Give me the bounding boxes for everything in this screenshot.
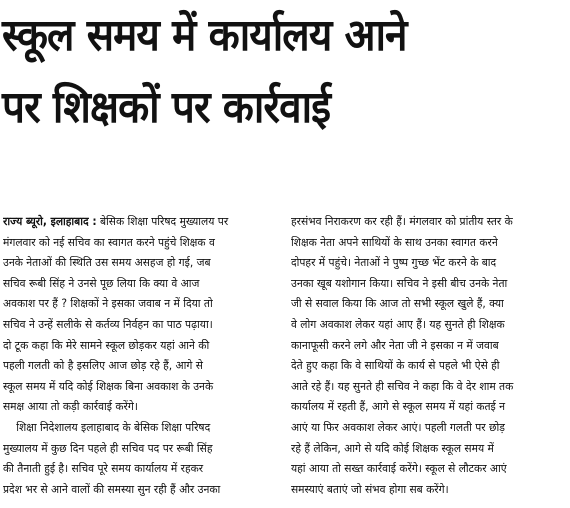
dateline: राज्य ब्यूरो, इलाहाबाद : — [3, 215, 97, 228]
article-line: सचिव रूबी सिंह ने उनसे पूछ लिया कि क्या वे आज — [3, 276, 200, 290]
article-line: दो टूक कहा कि मेरे सामने स्कूल छोड़कर यहां आने की — [3, 338, 210, 352]
headline-line-2: पर शिक्षकों पर कार्रवाई — [2, 82, 331, 133]
article-line: जी से सवाल किया कि आज तो सभी स्कूल खुले हैं, क्या — [291, 297, 504, 311]
article-first-line — [3, 212, 277, 233]
article-line: समस्याएं बताएं जो संभव होगा सब करेंगे। — [291, 482, 449, 496]
article-line: प्रदेश भर से आने वालों की समस्या सुन रही हैं और उनका — [3, 482, 221, 496]
article-line: स्कूल समय में यदि कोई शिक्षक बिना अवकाश के उनके — [3, 379, 214, 393]
article-line: पहली गलती को है इसलिए आज छोड़ रहे हैं, आगे से — [3, 359, 203, 373]
article-line: की तैनाती हुई है। सचिव पूरे समय कार्यालय में रहकर — [3, 462, 204, 476]
article-line: हरसंभव निराकरण कर रही हैं। मंगलवार को प्रांतीय स्तर के — [291, 215, 513, 228]
article-line: समक्ष आया तो कड़ी कार्रवाई करेंगे। — [3, 400, 138, 414]
article-line: कानाफूसी करने लगे और नेता जी ने इसका न में जवाब — [291, 338, 499, 352]
headline-line-1: स्कूल समय में कार्यालय आने — [2, 10, 407, 61]
article-line: मंगलवार को नई सचिव का स्वागत करने पहुंचे शिक्षक व — [3, 235, 215, 249]
article-line: सचिव ने उन्हें सलीके से कर्तव्य निर्वहन का पाठ पढ़ाया। — [3, 317, 213, 331]
headline — [2, 0, 523, 144]
article-body — [0, 212, 570, 508]
article-line: उनके नेताओं की स्थिति उस समय असहज हो गई, जब — [3, 256, 211, 270]
article-line: बेसिक शिक्षा परिषद मुख्यालय पर — [99, 215, 229, 228]
article-line: यहां आया तो सख्त कार्रवाई करेंगे। स्कूल से लौटकर आएं — [291, 462, 507, 476]
article-line: मुख्यालय में कुछ दिन पहले ही सचिव पद पर रूबी सिंह — [3, 441, 213, 455]
article-line: शिक्षक नेता अपने साथियों के साथ उनका स्वागत करने — [291, 235, 498, 249]
article-line: दोपहर में पहुंचे। नेताओं ने पुष्प गुच्छ भेंट करने के बाद — [291, 256, 497, 270]
article-line: कार्यालय में रहती हैं, आगे से स्कूल समय में यहां कतई न — [291, 400, 506, 414]
article-line: शिक्षा निदेशालय इलाहाबाद के बेसिक शिक्षा परिषद — [16, 420, 211, 434]
article-column-right — [291, 212, 567, 500]
article-line: आएं या फिर अवकाश लेकर आएं। पहली गलती पर छोड़ — [291, 420, 505, 434]
article-line: आते रहे हैं। यह सुनते ही सचिव ने कहा कि वे देर शाम तक — [291, 379, 514, 393]
article-line: उनका खूब यशोगान किया। सचिव ने इसी बीच उनके नेता — [291, 276, 508, 290]
article-line: वे लोग अवकाश लेकर यहां आए हैं। यह सुनते ही शिक्षक — [291, 317, 505, 331]
article-line: देते हुए कहा कि वे साथियों के कार्य से पहले भी ऐसे ही — [291, 359, 500, 373]
article-line: अवकाश पर हैं ? शिक्षकों ने इसका जवाब न में दिया तो — [3, 297, 213, 311]
article-line: रहे हैं लेकिन, आगे से यदि कोई शिक्षक स्कूल समय में — [291, 441, 494, 455]
article-column-left — [3, 212, 277, 500]
